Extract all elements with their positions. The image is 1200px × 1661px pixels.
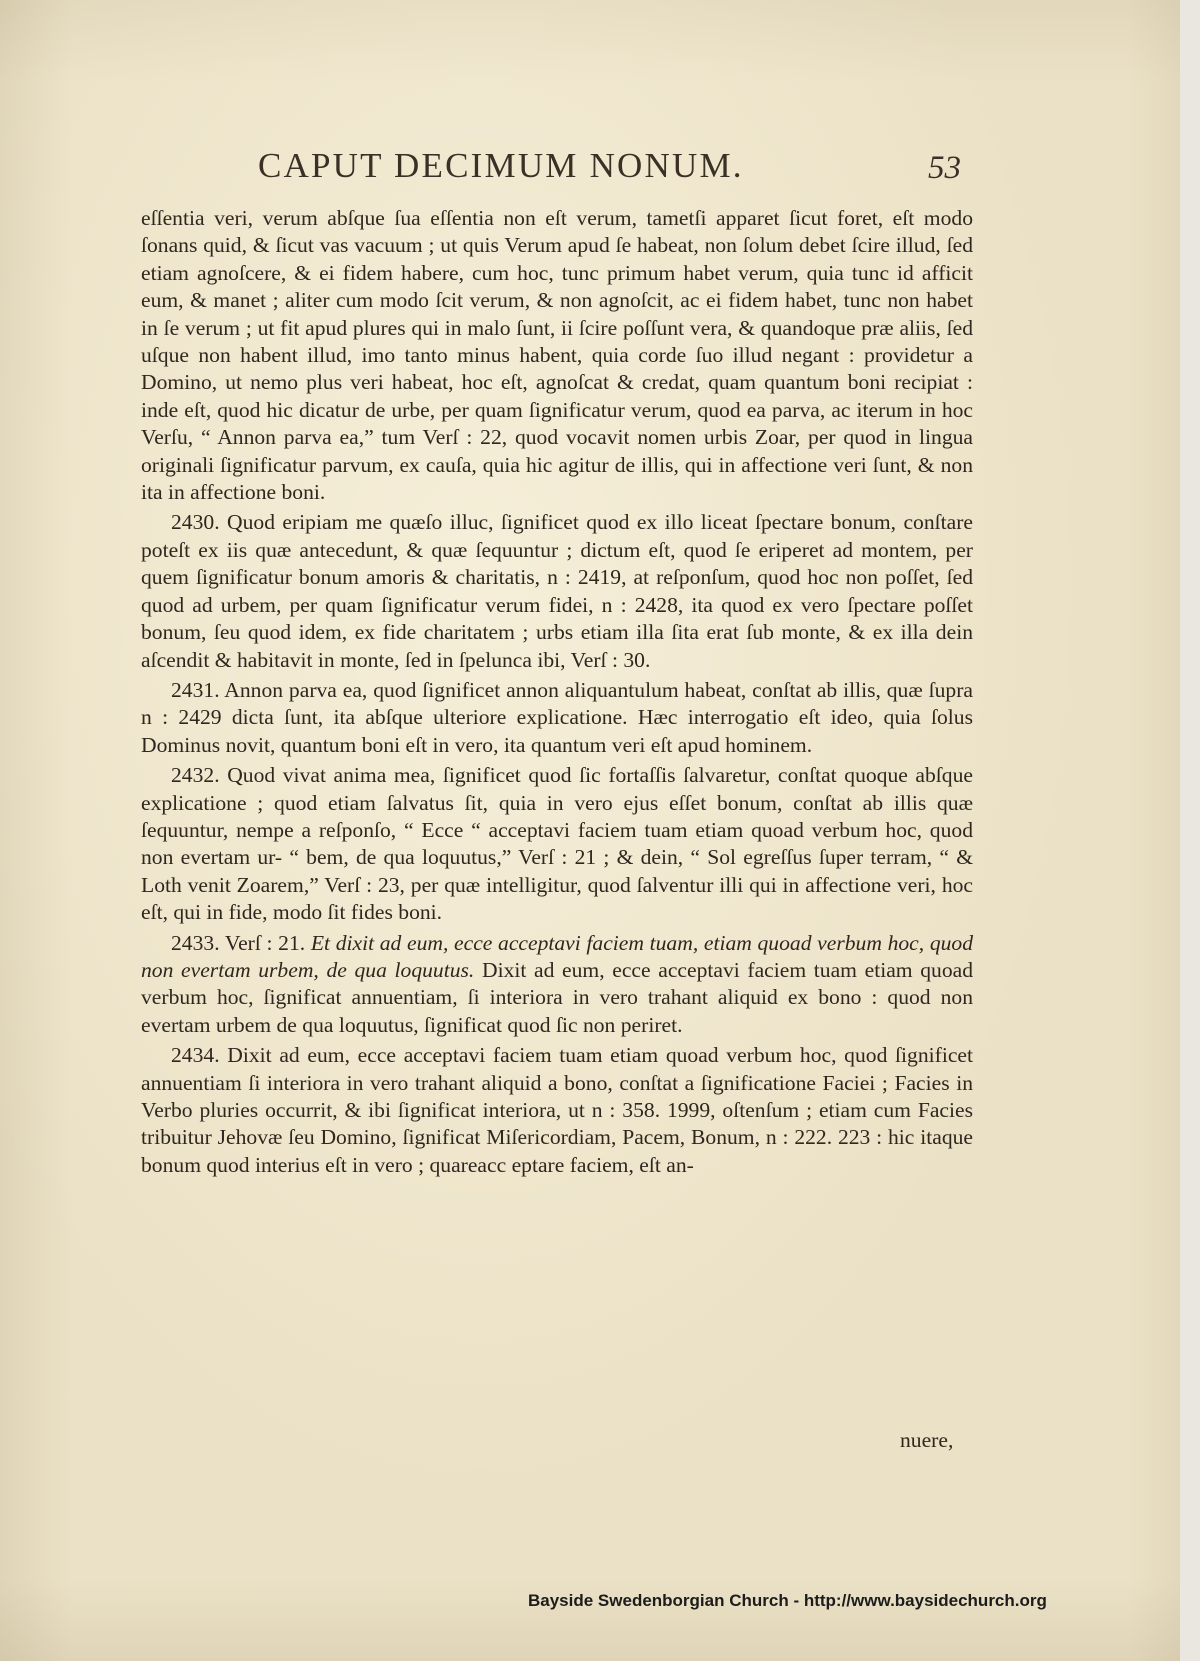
catchword: nuere, [900, 1428, 954, 1452]
body-text [141, 205, 973, 1182]
paragraph-2432 [141, 762, 973, 926]
scan-margin [1180, 0, 1200, 1661]
paragraph-text: eſſentia veri, verum abſque ſua eſſentia non eſt verum, tametſi apparet ſicut foret, eſt modo ſonans quid, & ſicut vas vacuum ; ut quis Verum apud ſe habeat, non ſolum debet ſcire illud, ſed etiam agnoſcere, & ei fidem habere, cum hoc, tunc primum habet verum, quia tunc id afficit eum, & manet ; aliter cum modo ſcit verum, & non agnoſcit, ac ei fidem habet, tunc non habet in ſe verum ; ut fit apud plures qui in malo ſunt, ii ſcire poſſunt vera, & quandoque præ aliis, ſed uſque non habent illud, imo tanto minus habent, quia corde ſuo illud negant : providetur a Domino, ut nemo plus veri habeat, hoc eſt, agnoſcat & credat, quam quantum boni recipiat : inde eſt, quod hic dicatur de urbe, per quam ſignificatur verum, quod ea parva, ac iterum in hoc Verſu, “ Annon parva ea,” tum Verſ : 22, quod vocavit nomen urbis Zoar, per quod in lingua originali ſignificatur parvum, ex cauſa, quia hic agitur de illis, qui in affectione veri ſunt, & non ita in affectione boni. [141, 206, 973, 505]
paragraph-number: 2433. [171, 930, 220, 955]
verse-reference: Verſ : 21. [224, 930, 306, 955]
paragraph-number: 2434. [171, 1043, 220, 1068]
page-header [258, 146, 988, 198]
paragraph-2434 [141, 1042, 973, 1179]
paragraph-number: 2431. [171, 677, 220, 702]
paragraph-continued [141, 205, 973, 506]
paragraph-number: 2430. [171, 510, 220, 535]
paragraph-number: 2432. [171, 763, 220, 788]
paragraph-text: Dixit ad eum, ecce acceptavi faciem tuam etiam quoad verbum hoc, quod ſignificet annuentiam ſi interiora in vero trahant aliquid a bono, conſtat a ſignificatione Faciei ; Facies in Verbo pluries occurrit, & ibi ſignificat interiora, ut n : 358. 1999, oſtenſum ; etiam cum Facies tribuitur Jehovæ ſeu Domino, ſignificat Miſericordiam, Pacem, Bonum, n : 222. 223 : hic itaque bonum quod interius eſt in vero ; quareacc eptare faciem, eſt an- [141, 1043, 973, 1177]
paragraph-2431 [141, 677, 973, 759]
paragraph-text: Quod eripiam me quæſo illuc, ſignificet quod ex illo liceat ſpectare bonum, conſtare poteſt ex iis quæ antecedunt, & quæ ſequuntur ; dictum eſt, quod ſe eriperet ad montem, per quem ſignificatur bonum amoris & charitatis, n : 2419, at reſponſum, quod hoc non poſſet, ſed quod ad urbem, per quam ſignificatur verum fidei, n : 2428, ita quod ex vero ſpectare poſſet bonum, ſeu quod idem, ex fide charitatem ; urbs etiam illa ſita erat ſub monte, & ex illa dein aſcendit & habitavit in monte, ſed in ſpelunca ibi, Verſ : 30. [141, 510, 973, 672]
running-title: CAPUT DECIMUM NONUM. [258, 146, 744, 185]
paragraph-text: Dixit ad eum, ecce acceptavi faciem tuam etiam quoad verbum hoc, ſignificat annuentiam, ſi interiora in vero trahant aliquid ex bono : quod non evertam urbem de qua loquutus, ſignificat quod ſic non periret. [141, 957, 973, 1037]
paragraph-2433 [141, 930, 973, 1040]
scripture-quotation: Et dixit ad eum, ecce acceptavi faciem tuam, etiam quoad verbum hoc, quod non evertam urbem, de qua loquutus. [141, 930, 974, 982]
paragraph-2430 [141, 509, 973, 673]
paragraph-text: Annon parva ea, quod ſignificet annon aliquantulum habeat, conſtat ab illis, quæ ſupra n : 2429 dicta ſunt, ita abſque ulteriore explicatione. Hæc interrogatio eſt ideo, quia ſolus Dominus novit, quantum boni eſt in vero, ita quantum veri eſt apud hominem. [141, 677, 973, 757]
paragraph-text: Quod vivat anima mea, ſignificet quod ſic fortaſſis ſalvaretur, conſtat quoque abſque explicatione ; quod etiam ſalvatus ſit, quia in vero ejus eſſet bonum, conſtat ab illis quæ ſequuntur, nempe a reſponſo, “ Ecce “ acceptavi faciem tuam etiam quoad verbum hoc, quod non evertam ur- “ bem, de qua loquutus,” Verſ : 21 ; & dein, “ Sol egreſſus ſuper terram, “ & Loth venit Zoarem,” Verſ : 23, per quæ intelligitur, quod ſalventur illi qui in affectione veri, hoc eſt, qui in fide, modo ſit fides boni. [141, 763, 973, 925]
page-number: 53 [928, 150, 961, 186]
source-watermark: Bayside Swedenborgian Church - http://www.baysidechurch.org [528, 1591, 1047, 1610]
